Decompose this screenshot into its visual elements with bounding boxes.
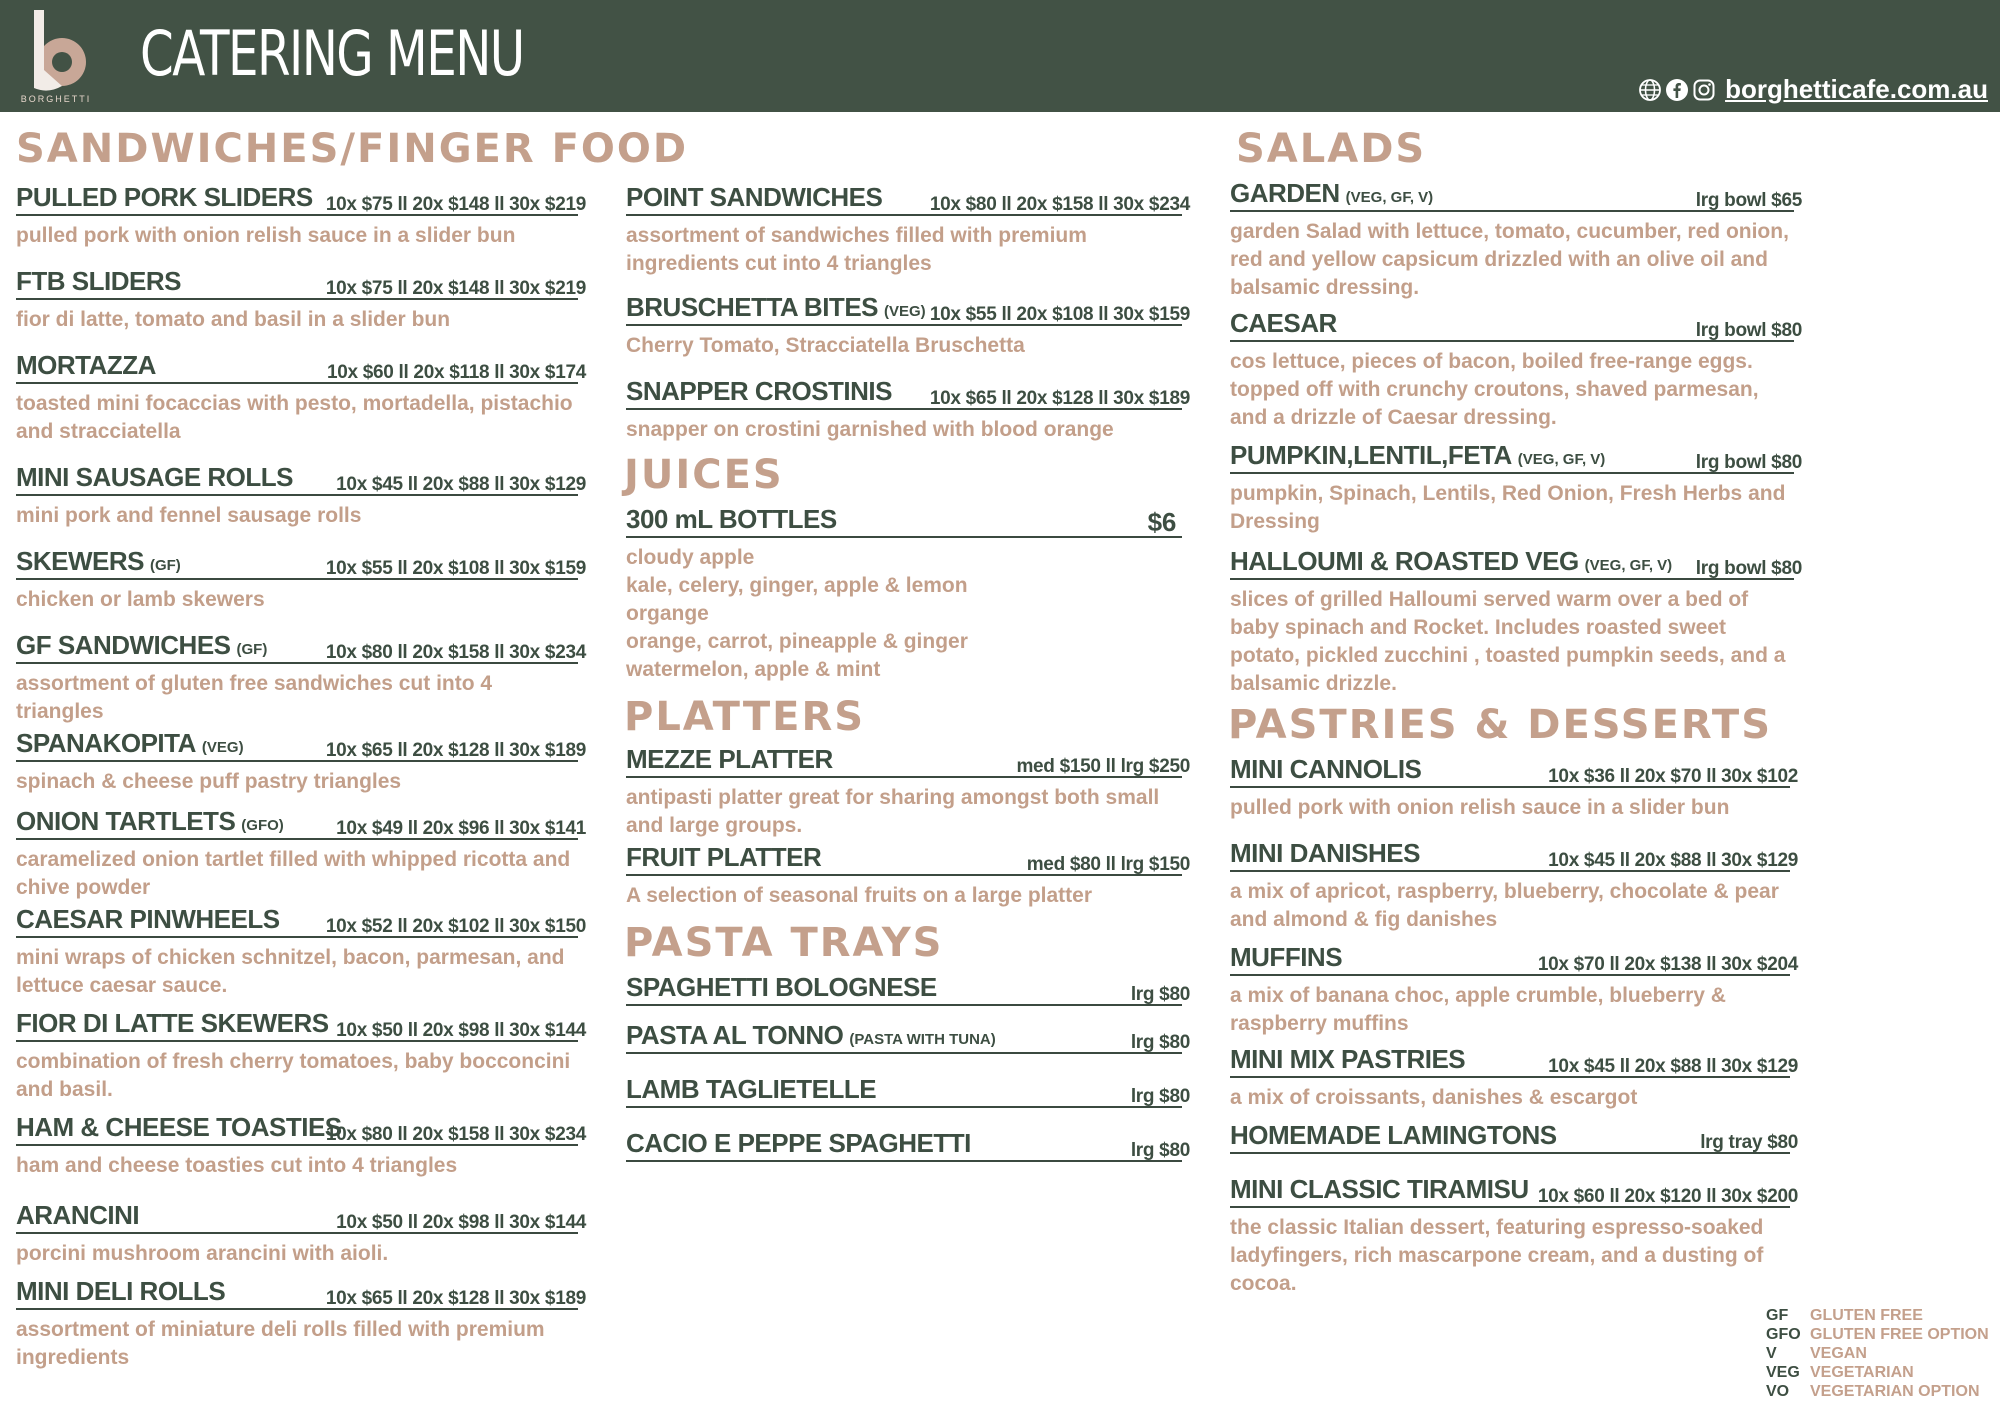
menu-item-name [626,292,926,323]
menu-item-head [16,462,586,496]
menu-item-name [1230,754,1421,785]
menu-item [16,182,586,250]
menu-item-price: 10x $60 ll 20x $120 ll 30x $200 [1537,1186,1798,1207]
menu-item-title: HOMEMADE LAMINGTONS [1230,1120,1557,1150]
menu-item-name [16,904,280,935]
menu-item-title: HALLOUMI & ROASTED VEG [1230,546,1579,576]
menu-item-name [1230,308,1337,339]
menu-item-head [16,1008,586,1042]
juice-flavour: cloudy apple [626,546,755,569]
menu-item [16,350,586,446]
menu-item-name [1230,838,1420,869]
menu-item-head [626,376,1190,410]
menu-item-price: 10x $45 ll 20x $88 ll 30x $129 [1548,850,1798,871]
menu-item-title: PUMPKIN,LENTIL,FETA [1230,440,1512,470]
menu-item-description: mini pork and fennel sausage rolls [16,504,362,527]
legend-row [1766,1382,1989,1401]
menu-item-title: FTB SLIDERS [16,266,181,296]
page-title: CATERING MENU [140,17,524,90]
menu-item-title: HAM & CHEESE TOASTIES [16,1112,342,1142]
menu-item-title: ONION TARTLETS [16,806,236,836]
menu-item-title: BRUSCHETTA BITES [626,292,878,322]
menu-item-head [1230,1044,1798,1078]
legend-label: VEGAN [1810,1345,1867,1362]
menu-item-name [16,806,284,837]
menu-item-head [16,728,586,762]
section-title-pasta: PASTA TRAYS [624,920,944,966]
menu-item-description: pulled pork with onion relish sauce in a slider bun [1230,796,1730,819]
menu-item [1230,178,1802,302]
legend-code: VEG [1766,1364,1800,1381]
menu-item-price: 10x $50 ll 20x $98 ll 30x $144 [336,1212,586,1233]
legend-row [1766,1344,1989,1363]
brand-logo[interactable] [18,8,94,108]
juice-flavour: watermelon, apple & mint [626,658,881,681]
menu-item-head [16,904,586,938]
instagram-icon[interactable] [1692,78,1716,102]
menu-item [16,728,586,796]
menu-item-title: GF SANDWICHES [16,630,231,660]
menu-item-title: FRUIT PLATTER [626,842,822,872]
menu-item-price: 10x $55 ll 20x $108 ll 30x $159 [325,558,586,579]
menu-item-price: 10x $52 ll 20x $102 ll 30x $150 [325,916,586,937]
menu-item-title: POINT SANDWICHES [626,182,883,212]
menu-item-price: lrg bowl $80 [1695,558,1802,579]
menu-item-title: SKEWERS [16,546,144,576]
menu-item-price: 10x $65 ll 20x $128 ll 30x $189 [929,388,1190,409]
menu-item-head [16,266,586,300]
juice-flavour: organge [626,602,709,625]
menu-item-title: SNAPPER CROSTINIS [626,376,892,406]
menu-item-description: chicken or lamb skewers [16,588,265,611]
menu-item-price: med $150 ll lrg $250 [1016,756,1190,777]
menu-item-head [16,182,586,216]
menu-item-price: 10x $80 ll 20x $158 ll 30x $234 [325,642,586,663]
menu-item [626,972,1190,1006]
menu-item-head [1230,546,1802,580]
menu-item [16,462,586,530]
juice-bottles-item [626,504,1182,538]
menu-item-price: lrg bowl $80 [1695,452,1802,473]
menu-item-price: 10x $75 ll 20x $148 ll 30x $219 [325,278,586,299]
menu-item [626,182,1190,278]
menu-item-name [1230,1120,1557,1151]
menu-item-name [626,744,833,775]
legend-code: V [1766,1345,1777,1362]
legend-row [1766,1306,1989,1325]
menu-item-head [1230,942,1798,976]
menu-item-description: a mix of croissants, danishes & escargot [1230,1086,1638,1109]
dietary-tag: (VEG) [201,739,244,756]
menu-item-description: ham and cheese toasties cut into 4 triangles [16,1154,458,1177]
menu-item-name [626,1020,996,1051]
menu-item-name [16,182,313,213]
menu-item-title: MINI CANNOLIS [1230,754,1422,784]
menu-item-description: caramelized onion tartlet filled with whipped ricotta and chive powder [16,848,571,899]
menu-item-price: 10x $45 ll 20x $88 ll 30x $129 [1548,1056,1798,1077]
social-links [1638,74,1988,105]
menu-item [16,1008,586,1104]
menu-item [626,376,1190,444]
menu-item-name [626,182,882,213]
menu-item [1230,1174,1798,1298]
dietary-tag: (GF) [149,557,181,574]
menu-item-name [626,1128,971,1159]
menu-item [16,1112,586,1180]
menu-item-head [1230,1174,1798,1208]
menu-item-name [16,1008,329,1039]
juice-price: $6 [1147,507,1176,537]
menu-item-title: MORTAZZA [16,350,156,380]
menu-item-name [16,728,244,759]
menu-item [1230,754,1798,822]
dietary-tag: (GFO) [241,817,284,834]
menu-item-head [1230,1120,1798,1154]
menu-item-description: spinach & cheese puff pastry triangles [16,770,402,793]
menu-item [16,1200,586,1268]
menu-item-price: 10x $36 ll 20x $70 ll 30x $102 [1548,766,1798,787]
menu-item [1230,838,1798,934]
menu-item-description: garden Salad with lettuce, tomato, cucumber, red onion, red and yellow capsicum drizzled with an olive oil and balsamic dressing. [1230,220,1789,299]
menu-item-name [16,1112,342,1143]
menu-item-description: the classic Italian dessert, featuring espresso-soaked ladyfingers, rich mascarpone cream, and a dusting of cocoa. [1230,1216,1764,1295]
section-title-juices: JUICES [624,452,784,498]
juice-flavour: orange, carrot, pineapple & ginger [626,630,968,653]
menu-item-head [16,1276,586,1310]
menu-item-description: slices of grilled Halloumi served warm over a bed of baby spinach and Rocket. Includes roasted sweet potato, pickled zucchini , toasted pumpkin seeds, and a balsamic drizzle. [1230,588,1786,695]
menu-item-price: lrg $80 [1130,1140,1190,1161]
menu-item-name [1230,546,1672,577]
menu-item [16,266,586,334]
menu-item-description: combination of fresh cherry tomatoes, baby bocconcini and basil. [16,1050,571,1101]
legend-row [1766,1363,1989,1382]
dietary-legend [1766,1306,1989,1401]
menu-item-title: MINI MIX PASTRIES [1230,1044,1466,1074]
menu-item-price: 10x $45 ll 20x $88 ll 30x $129 [336,474,586,495]
dietary-tag: (VEG, GF, V) [1517,451,1606,468]
menu-item-name [1230,178,1433,209]
menu-item [626,292,1190,360]
menu-item [16,806,586,902]
menu-item-description: porcini mushroom arancini with aioli. [16,1242,389,1265]
menu-item-name [16,462,293,493]
dietary-tag: (VEG, GF, V) [1584,557,1673,574]
menu-item-head [626,744,1190,778]
menu-item [1230,1120,1798,1154]
menu-item-title: CACIO E PEPPE SPAGHETTI [626,1128,971,1158]
menu-item-price: 10x $80 ll 20x $158 ll 30x $234 [929,194,1190,215]
menu-item-price: 10x $49 ll 20x $96 ll 30x $141 [336,818,586,839]
dietary-tag: (VEG, GF, V) [1345,189,1434,206]
menu-item-head [16,1112,586,1146]
menu-item-head [1230,440,1802,474]
menu-item-description: pulled pork with onion relish sauce in a slider bun [16,224,516,247]
menu-item-head [626,972,1190,1006]
menu-item-head [1230,178,1802,212]
menu-item-head [1230,754,1798,788]
menu-item-description: a mix of banana choc, apple crumble, blueberry & raspberry muffins [1230,984,1726,1035]
section-title-pastries: PASTRIES & DESSERTS [1228,702,1773,748]
menu-item-description: a mix of apricot, raspberry, blueberry, chocolate & pear and almond & fig danishes [1230,880,1779,931]
menu-item [1230,308,1802,432]
menu-item-description: Cherry Tomato, Stracciatella Bruschetta [626,334,1025,357]
legend-code: GF [1766,1307,1789,1324]
menu-item-name [16,546,181,577]
menu-item-title: MUFFINS [1230,942,1343,972]
menu-item-description: assortment of gluten free sandwiches cut into 4 triangles [16,672,493,723]
menu-item-name [16,1200,139,1231]
menu-item-title: CAESAR [1230,308,1337,338]
menu-item-head [16,546,586,580]
menu-item-head [16,350,586,384]
menu-item [1230,1044,1798,1112]
menu-item-title: LAMB TAGLIETELLE [626,1074,877,1104]
menu-item-title: ARANCINI [16,1200,140,1230]
menu-item-head [626,292,1190,326]
menu-item-name [626,842,821,873]
menu-item-head [16,1200,586,1234]
menu-item-name [16,1276,225,1307]
menu-item-description: toasted mini focaccias with pesto, mortadella, pistachio and stracciatella [16,392,573,443]
menu-item-name [626,1074,876,1105]
menu-item-title: SPAGHETTI BOLOGNESE [626,972,937,1002]
menu-item [16,546,586,614]
legend-row [1766,1325,1989,1344]
juice-bottles-head [626,504,1182,538]
menu-item [1230,440,1802,536]
dietary-tag: (GF) [236,641,268,658]
menu-item-head [626,1020,1190,1054]
menu-item-price: 10x $65 ll 20x $128 ll 30x $189 [325,740,586,761]
menu-item-name [1230,1174,1529,1205]
menu-item [626,744,1190,840]
menu-item-description: snapper on crostini garnished with blood orange [626,418,1114,441]
website-link[interactable]: borghetticafe.com.au [1725,74,1988,104]
menu-item-description: antipasti platter great for sharing amongst both small and large groups. [626,786,1160,837]
menu-item-head [16,806,586,840]
menu-item-head [626,1074,1190,1108]
legend-code: GFO [1766,1326,1801,1343]
legend-label: GLUTEN FREE OPTION [1810,1326,1989,1343]
menu-item-title: SPANAKOPITA [16,728,196,758]
menu-item-head [626,842,1190,876]
menu-item-name [626,972,937,1003]
menu-item [16,630,586,726]
header-bar [0,0,2000,112]
menu-item-title: CAESAR PINWHEELS [16,904,280,934]
menu-item [626,1020,1190,1054]
menu-item-name [16,630,267,661]
menu-item-head [626,182,1190,216]
dietary-tag: (PASTA WITH TUNA) [849,1031,996,1048]
menu-item-description: mini wraps of chicken schnitzel, bacon, parmesan, and lettuce caesar sauce. [16,946,565,997]
menu-item-title: MEZZE PLATTER [626,744,833,774]
menu-item-description: A selection of seasonal fruits on a large platter [626,884,1093,907]
menu-item-title: MINI CLASSIC TIRAMISU [1230,1174,1529,1204]
menu-item [626,1074,1190,1108]
menu-item-description: assortment of sandwiches filled with premium ingredients cut into 4 triangles [626,224,1087,275]
menu-item-price: 10x $65 ll 20x $128 ll 30x $189 [325,1288,586,1309]
menu-item-head [626,1128,1190,1162]
legend-code: VO [1766,1383,1790,1400]
menu-item-title: MINI DANISHES [1230,838,1420,868]
menu-item-head [1230,308,1802,342]
menu-item-price: lrg $80 [1130,984,1190,1005]
menu-item-name [1230,942,1342,973]
menu-item-title: PASTA AL TONNO [626,1020,844,1050]
menu-item-price: lrg $80 [1130,1032,1190,1053]
legend-label: VEGETARIAN [1810,1364,1914,1381]
juice-bottles-label: 300 mL BOTTLES [626,504,837,534]
menu-item [16,1276,586,1372]
legend-label: GLUTEN FREE [1810,1307,1923,1324]
menu-item-title: FIOR DI LATTE SKEWERS [16,1008,329,1038]
menu-item-price: lrg bowl $65 [1695,190,1802,211]
menu-item-price: 10x $80 ll 20x $158 ll 30x $234 [325,1124,586,1145]
menu-item-title: MINI DELI ROLLS [16,1276,226,1306]
menu-item-name [1230,1044,1465,1075]
menu-item [1230,942,1798,1038]
menu-item-price: lrg tray $80 [1700,1132,1798,1153]
menu-item-name [626,376,892,407]
section-title-platters: PLATTERS [624,694,866,740]
menu-item-head [16,630,586,664]
legend-label: VEGETARIAN OPTION [1810,1383,1980,1400]
menu-item-title: PULLED PORK SLIDERS [16,182,313,212]
section-title-sandwiches: SANDWICHES/FINGER FOOD [16,126,689,172]
menu-item-head [1230,838,1798,872]
menu-item [1230,546,1802,698]
section-title-salads: SALADS [1236,126,1427,172]
menu-item-price: 10x $50 ll 20x $98 ll 30x $144 [336,1020,586,1041]
menu-item-description: assortment of miniature deli rolls filled with premium ingredients [16,1318,545,1369]
globe-icon[interactable] [1638,78,1662,102]
juice-flavour: kale, celery, ginger, apple & lemon [626,574,968,597]
juice-flavour-list [626,544,968,684]
menu-item-title: GARDEN [1230,178,1340,208]
menu-item-name [16,266,181,297]
menu-item-description: cos lettuce, pieces of bacon, boiled free-range eggs. topped off with crunchy croutons, shaved parmesan, and a drizzle of Caesar dressing. [1230,350,1759,429]
menu-item-name [1230,440,1605,471]
menu-item-price: 10x $60 ll 20x $118 ll 30x $174 [326,362,586,383]
menu-item-description: fior di latte, tomato and basil in a slider bun [16,308,451,331]
brand-name: BORGHETTI [20,94,92,104]
menu-item-price: 10x $55 ll 20x $108 ll 30x $159 [929,304,1190,325]
menu-item-title: MINI SAUSAGE ROLLS [16,462,294,492]
menu-item-price: lrg bowl $80 [1695,320,1802,341]
menu-item-name [16,350,156,381]
menu-item [16,904,586,1000]
menu-item [626,1128,1190,1162]
facebook-icon[interactable] [1665,78,1689,102]
menu-item [626,842,1190,910]
dietary-tag: (VEG) [884,303,926,320]
menu-item-price: lrg $80 [1130,1086,1190,1107]
menu-item-price: 10x $70 ll 20x $138 ll 30x $204 [1537,954,1798,975]
logo-b-icon [18,8,94,94]
menu-item-price: 10x $75 ll 20x $148 ll 30x $219 [325,194,586,215]
menu-item-description: pumpkin, Spinach, Lentils, Red Onion, Fresh Herbs and Dressing [1230,482,1786,533]
menu-item-price: med $80 ll lrg $150 [1026,854,1190,875]
